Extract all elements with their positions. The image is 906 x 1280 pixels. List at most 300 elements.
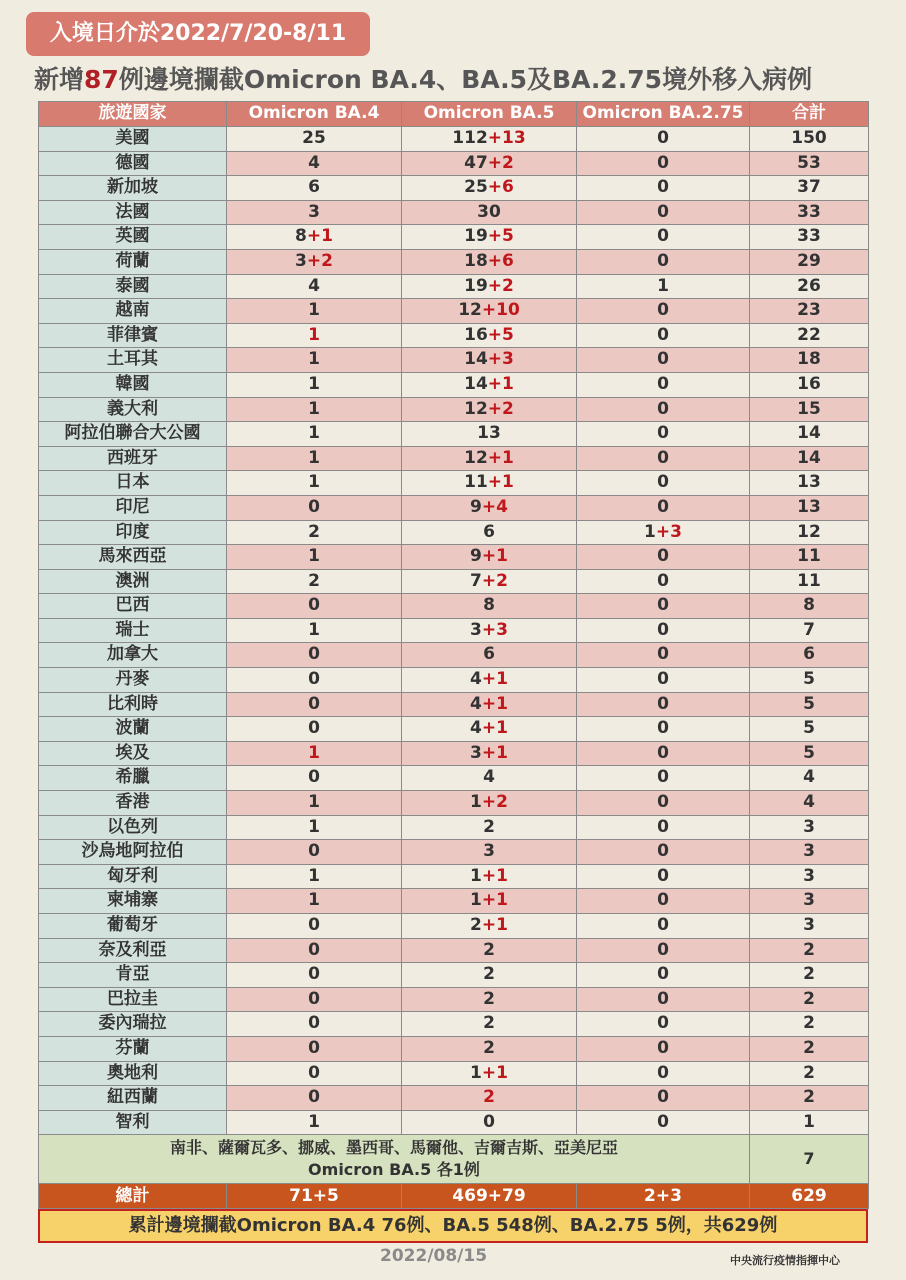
ba275-cell: [577, 717, 750, 742]
country-cell: 巴西: [39, 594, 227, 619]
ba275-cell: [577, 151, 750, 176]
country-cell: 希臘: [39, 766, 227, 791]
country-cell: 奈及利亞: [39, 938, 227, 963]
ba4-cell: [227, 889, 402, 914]
ba5-cell-value: 18: [464, 250, 488, 271]
table-row: [39, 545, 869, 570]
row-total-cell: 37: [750, 176, 869, 201]
country-cell: 葡萄牙: [39, 914, 227, 939]
table-row: [39, 348, 869, 373]
ba4-cell: [227, 594, 402, 619]
row-total-cell: 11: [750, 545, 869, 570]
country-cell: 義大利: [39, 397, 227, 422]
row-total-cell: 12: [750, 520, 869, 545]
ba5-cell-value: 2: [470, 915, 482, 935]
ba5-cell-increment: +2: [487, 398, 514, 419]
ba4-cell: [227, 643, 402, 668]
header-total: 合計: [750, 102, 869, 127]
ba5-cell: [402, 323, 577, 348]
country-cell: 越南: [39, 299, 227, 324]
table-row: [39, 422, 869, 447]
ba5-cell-value: 4: [470, 669, 482, 690]
ba275-cell-value: 0: [657, 152, 669, 173]
ba5-cell: [402, 1086, 577, 1111]
ba4-cell: [227, 840, 402, 865]
ba4-cell: [227, 692, 402, 717]
ba5-cell-value: 47: [464, 152, 488, 173]
ba5-cell-increment: +2: [487, 152, 514, 173]
ba275-cell-value: 0: [657, 988, 669, 1009]
ba4-cell: [227, 668, 402, 693]
ba275-cell: [577, 987, 750, 1012]
ba5-cell: [402, 840, 577, 865]
table-row: [39, 446, 869, 471]
cases-table: [38, 101, 869, 1209]
country-cell: 奧地利: [39, 1061, 227, 1086]
ba4-cell-value: 1: [308, 792, 320, 813]
ba4-cell-value: 0: [308, 1087, 320, 1108]
ba275-cell: [577, 1086, 750, 1111]
row-total-cell: 2: [750, 1036, 869, 1061]
ba275-cell-value: 0: [657, 226, 669, 247]
ba5-cell: [402, 741, 577, 766]
row-total-cell: 13: [750, 471, 869, 496]
ba4-cell-increment: +2: [306, 250, 333, 271]
ba5-cell: [402, 643, 577, 668]
title-suffix: 例邊境攔截Omicron BA.4、BA.5及BA.2.75境外移入病例: [118, 65, 813, 94]
ba4-cell-value: 1: [308, 472, 320, 493]
ba4-cell-value: 25: [302, 128, 326, 148]
ba275-cell: [577, 938, 750, 963]
ba275-cell-value: 0: [657, 939, 669, 960]
table-row: [39, 840, 869, 865]
ba4-cell-value: 1: [308, 300, 320, 321]
ba4-cell: [227, 323, 402, 348]
row-total-cell: 2: [750, 1086, 869, 1111]
row-total-cell: 4: [750, 766, 869, 791]
ba275-cell-value: 0: [657, 201, 669, 222]
ba275-cell-value: 0: [657, 619, 669, 640]
country-cell: 加拿大: [39, 643, 227, 668]
row-total-cell: 3: [750, 914, 869, 939]
country-cell: 比利時: [39, 692, 227, 717]
ba5-cell-increment: +10: [481, 300, 520, 321]
table-row: [39, 397, 869, 422]
ba275-cell: [577, 1036, 750, 1061]
ba5-cell: [402, 372, 577, 397]
ba5-cell: [402, 225, 577, 250]
ba275-cell-value: 0: [657, 1087, 669, 1108]
ba5-cell: [402, 520, 577, 545]
row-total-cell: 33: [750, 200, 869, 225]
ba275-cell: [577, 225, 750, 250]
row-total-cell: 2: [750, 1012, 869, 1037]
ba275-cell-value: 0: [657, 742, 669, 763]
table-row: [39, 249, 869, 274]
table-row: [39, 668, 869, 693]
table-row: [39, 987, 869, 1012]
ba275-cell-value: 0: [657, 890, 669, 911]
ba5-cell: [402, 495, 577, 520]
table-row: [39, 643, 869, 668]
ba4-cell-value: 1: [308, 447, 320, 468]
table-row: [39, 495, 869, 520]
ba275-cell: [577, 815, 750, 840]
country-cell: 埃及: [39, 741, 227, 766]
ba275-cell-value: 0: [657, 496, 669, 517]
country-cell: 印尼: [39, 495, 227, 520]
ba5-cell-value: 9: [470, 496, 482, 517]
country-cell: 丹麥: [39, 668, 227, 693]
ba5-cell: [402, 446, 577, 471]
ba4-cell-value: 4: [308, 152, 320, 173]
ba275-cell: [577, 176, 750, 201]
ba5-cell: [402, 1061, 577, 1086]
ba5-cell-value: 2: [483, 939, 495, 960]
report-date: 2022/08/15: [380, 1246, 488, 1266]
ba275-cell-value: 0: [657, 373, 669, 394]
ba5-cell-value: 4: [470, 693, 482, 714]
other-countries-row: [39, 1135, 869, 1184]
ba5-cell-value: 4: [470, 718, 482, 739]
ba275-cell-value: 0: [657, 570, 669, 591]
total-ba275: 2+3: [577, 1184, 750, 1209]
ba275-cell: [577, 545, 750, 570]
ba5-cell-increment: +3: [481, 619, 508, 640]
ba4-cell: [227, 864, 402, 889]
ba5-cell-value: 30: [477, 201, 501, 222]
ba4-cell: [227, 176, 402, 201]
row-total-cell: 1: [750, 1110, 869, 1135]
ba5-cell-increment: +2: [487, 275, 514, 296]
ba4-cell: [227, 127, 402, 152]
ba4-cell-value: 0: [308, 693, 320, 714]
header-ba4: Omicron BA.4: [227, 102, 402, 127]
country-cell: 芬蘭: [39, 1036, 227, 1061]
ba5-cell-increment: +6: [487, 177, 514, 198]
ba5-cell: [402, 422, 577, 447]
table-row: [39, 127, 869, 152]
row-total-cell: 8: [750, 594, 869, 619]
ba5-cell: [402, 569, 577, 594]
ba5-cell-value: 11: [464, 472, 488, 493]
ba275-cell-value: 0: [657, 398, 669, 419]
ba5-cell: [402, 815, 577, 840]
table-row: [39, 594, 869, 619]
other-countries-list: 南非、薩爾瓦多、挪威、墨西哥、馬爾他、吉爾吉斯、亞美尼亞: [169, 1138, 618, 1158]
ba275-cell-value: 0: [657, 1062, 669, 1083]
ba275-cell: [577, 299, 750, 324]
ba5-cell: [402, 151, 577, 176]
ba4-cell-value: 0: [308, 644, 320, 665]
ba4-cell-value: 0: [308, 915, 320, 935]
ba5-cell-value: 112: [452, 128, 488, 148]
country-cell: 日本: [39, 471, 227, 496]
ba275-cell: [577, 127, 750, 152]
ba4-cell: [227, 545, 402, 570]
country-cell: 新加坡: [39, 176, 227, 201]
table-row: [39, 741, 869, 766]
header-country: 旅遊國家: [39, 102, 227, 127]
table-row: [39, 766, 869, 791]
ba275-cell-value: 0: [657, 300, 669, 321]
country-cell: 法國: [39, 200, 227, 225]
ba5-cell: [402, 200, 577, 225]
ba5-cell-increment: +1: [481, 669, 508, 690]
ba275-cell-value: 0: [657, 915, 669, 935]
ba275-cell: [577, 323, 750, 348]
country-cell: 美國: [39, 127, 227, 152]
ba5-cell-increment: +4: [481, 496, 508, 517]
ba275-cell: [577, 618, 750, 643]
ba5-cell-value: 25: [464, 177, 488, 198]
ba5-cell-value: 12: [464, 398, 488, 419]
ba5-cell-increment: +2: [481, 570, 508, 591]
table-row: [39, 618, 869, 643]
ba4-cell-value: 0: [308, 496, 320, 517]
ba4-cell-value: 6: [308, 177, 320, 198]
ba4-cell: [227, 1061, 402, 1086]
ba4-cell: [227, 741, 402, 766]
country-cell: 澳洲: [39, 569, 227, 594]
ba4-cell: [227, 815, 402, 840]
ba275-cell: [577, 422, 750, 447]
ba275-cell: [577, 397, 750, 422]
ba4-cell-value: 0: [308, 939, 320, 960]
ba5-cell-increment: +5: [487, 324, 514, 345]
table-row: [39, 815, 869, 840]
ba5-cell-value: 1: [470, 792, 482, 813]
ba4-cell-value: 1: [308, 1111, 320, 1132]
table-row: [39, 914, 869, 939]
row-total-cell: 14: [750, 422, 869, 447]
table-row: [39, 274, 869, 299]
ba5-cell: [402, 766, 577, 791]
ba4-cell: [227, 987, 402, 1012]
ba5-cell: [402, 127, 577, 152]
ba5-cell-value: 9: [470, 546, 482, 567]
table-row: [39, 471, 869, 496]
ba275-cell-value: 0: [657, 128, 669, 148]
ba5-cell: [402, 1110, 577, 1135]
ba5-cell-value: 6: [483, 521, 495, 542]
ba4-cell: [227, 299, 402, 324]
ba5-cell: [402, 176, 577, 201]
country-cell: 香港: [39, 791, 227, 816]
ba4-cell: [227, 766, 402, 791]
ba4-cell: [227, 200, 402, 225]
ba4-cell-value: 1: [308, 423, 320, 444]
ba275-cell-value: 0: [657, 767, 669, 788]
ba4-cell-value: 0: [308, 1013, 320, 1034]
ba275-cell: [577, 471, 750, 496]
country-cell: 韓國: [39, 372, 227, 397]
ba275-cell-value: 1: [657, 275, 669, 296]
ba275-cell-value: 0: [657, 472, 669, 493]
ba5-cell-value: 3: [483, 841, 495, 862]
ba5-cell: [402, 914, 577, 939]
table-row: [39, 225, 869, 250]
date-range-badge: 入境日介於2022/7/20-8/11: [26, 12, 370, 56]
ba4-cell: [227, 618, 402, 643]
ba5-cell-value: 1: [470, 890, 482, 911]
ba5-cell-value: 3: [470, 619, 482, 640]
country-cell: 沙烏地阿拉伯: [39, 840, 227, 865]
ba5-cell-value: 16: [464, 324, 488, 345]
total-ba4: 71+5: [227, 1184, 402, 1209]
ba275-cell: [577, 643, 750, 668]
ba4-cell-value: 0: [308, 964, 320, 985]
ba275-cell: [577, 594, 750, 619]
organization-name: 中央流行疫情指揮中心: [730, 1254, 840, 1267]
ba275-cell-value: 0: [657, 1037, 669, 1058]
country-cell: 土耳其: [39, 348, 227, 373]
table-row: [39, 1012, 869, 1037]
ba5-cell: [402, 471, 577, 496]
country-cell: 菲律賓: [39, 323, 227, 348]
cumulative-summary: 累計邊境攔截Omicron BA.4 76例、BA.5 548例、BA.2.75 5例，共629例: [38, 1209, 868, 1243]
ba4-cell-value: 4: [308, 275, 320, 296]
row-total-cell: 5: [750, 741, 869, 766]
ba5-cell-value: 1: [470, 865, 482, 886]
ba4-cell: [227, 422, 402, 447]
row-total-cell: 13: [750, 495, 869, 520]
ba275-cell-value: 0: [657, 964, 669, 985]
ba4-cell: [227, 1110, 402, 1135]
ba4-cell-value: 2: [308, 521, 320, 542]
row-total-cell: 3: [750, 864, 869, 889]
ba4-cell: [227, 938, 402, 963]
ba275-cell-value: 0: [657, 841, 669, 862]
row-total-cell: 150: [750, 127, 869, 152]
table-row: [39, 569, 869, 594]
ba5-cell-value: 2: [483, 988, 495, 1009]
row-total-cell: 5: [750, 692, 869, 717]
row-total-cell: 5: [750, 717, 869, 742]
ba5-cell: [402, 1036, 577, 1061]
ba275-cell-value: 0: [657, 865, 669, 886]
row-total-cell: 6: [750, 643, 869, 668]
ba5-cell-value: 7: [470, 570, 482, 591]
ba275-cell: [577, 200, 750, 225]
ba5-cell-value: 2: [483, 964, 495, 985]
ba4-cell: [227, 372, 402, 397]
ba4-cell-value: 1: [308, 349, 320, 370]
ba275-cell: [577, 348, 750, 373]
row-total-cell: 3: [750, 889, 869, 914]
table-row: [39, 1061, 869, 1086]
ba275-cell-value: 0: [657, 324, 669, 345]
ba5-cell-value: 2: [483, 1037, 495, 1058]
ba4-cell: [227, 717, 402, 742]
ba5-cell: [402, 274, 577, 299]
ba275-cell: [577, 569, 750, 594]
ba275-cell: [577, 1110, 750, 1135]
ba4-cell: [227, 569, 402, 594]
ba4-cell: [227, 495, 402, 520]
country-cell: 荷蘭: [39, 249, 227, 274]
country-cell: 柬埔寨: [39, 889, 227, 914]
ba275-cell: [577, 692, 750, 717]
row-total-cell: 26: [750, 274, 869, 299]
ba275-cell-value: 0: [657, 595, 669, 616]
ba5-cell: [402, 668, 577, 693]
ba5-cell-increment: +1: [481, 890, 508, 911]
ba4-cell: [227, 963, 402, 988]
ba5-cell-increment: +1: [481, 865, 508, 886]
ba275-cell-value: 1: [644, 521, 656, 542]
ba275-cell-value: 0: [657, 250, 669, 271]
ba5-cell: [402, 1012, 577, 1037]
ba5-cell-value: 14: [464, 349, 488, 370]
ba5-cell-value: 4: [483, 767, 495, 788]
ba4-cell-value: 3: [295, 250, 307, 271]
ba275-cell: [577, 766, 750, 791]
ba4-cell-value: 0: [308, 718, 320, 739]
table-row: [39, 938, 869, 963]
ba4-cell-value: 0: [308, 595, 320, 616]
ba275-cell: [577, 914, 750, 939]
table-row: [39, 1036, 869, 1061]
ba5-cell: [402, 889, 577, 914]
table-row: [39, 520, 869, 545]
row-total-cell: 5: [750, 668, 869, 693]
ba5-cell: [402, 618, 577, 643]
ba275-cell-value: 0: [657, 177, 669, 198]
header-ba5: Omicron BA.5: [402, 102, 577, 127]
ba5-cell-increment: +1: [481, 742, 508, 763]
ba4-cell-value: 0: [308, 669, 320, 690]
country-cell: 智利: [39, 1110, 227, 1135]
row-total-cell: 2: [750, 1061, 869, 1086]
table-header-row: [39, 102, 869, 127]
row-total-cell: 2: [750, 987, 869, 1012]
ba4-cell-value: 1: [308, 742, 320, 763]
ba5-cell-value: 0: [483, 1111, 495, 1132]
ba4-cell: [227, 1012, 402, 1037]
ba4-cell: [227, 348, 402, 373]
table-row: [39, 889, 869, 914]
ba4-cell-value: 1: [308, 619, 320, 640]
ba4-cell: [227, 151, 402, 176]
ba5-cell: [402, 348, 577, 373]
ba4-cell-value: 1: [308, 816, 320, 837]
row-total-cell: 4: [750, 791, 869, 816]
country-cell: 印度: [39, 520, 227, 545]
row-total-cell: 3: [750, 840, 869, 865]
ba4-cell-value: 0: [308, 1037, 320, 1058]
ba5-cell: [402, 692, 577, 717]
ba5-cell-increment: +13: [487, 128, 526, 148]
country-cell: 波蘭: [39, 717, 227, 742]
ba275-cell: [577, 249, 750, 274]
ba275-cell: [577, 889, 750, 914]
other-countries-total: 7: [750, 1135, 869, 1184]
ba4-cell-value: 1: [308, 865, 320, 886]
other-countries-cell: [39, 1135, 750, 1184]
country-cell: 紐西蘭: [39, 1086, 227, 1111]
ba5-cell-value: 12: [464, 447, 488, 468]
ba4-cell-value: 0: [308, 841, 320, 862]
ba5-cell-increment: +5: [487, 226, 514, 247]
ba4-cell: [227, 446, 402, 471]
ba5-cell-increment: +1: [481, 718, 508, 739]
ba5-cell-increment: +3: [487, 349, 514, 370]
ba275-cell: [577, 446, 750, 471]
ba5-cell-value: 8: [483, 595, 495, 616]
country-cell: 瑞士: [39, 618, 227, 643]
ba5-cell-value: 13: [477, 423, 501, 444]
